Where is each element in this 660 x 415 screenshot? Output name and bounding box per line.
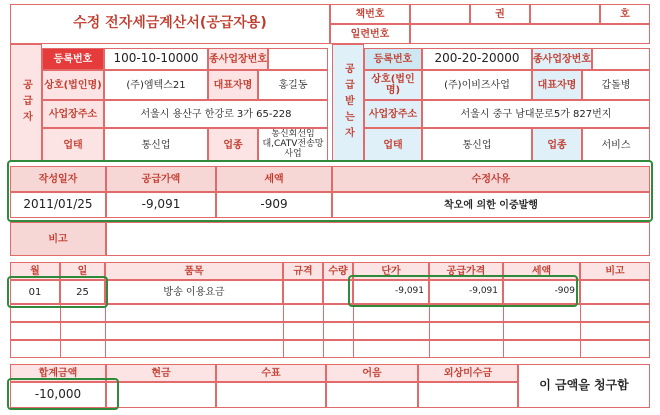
col-unit-price: 단가	[353, 262, 429, 280]
col-qty: 수량	[323, 262, 353, 280]
row-item: 방송 이용요금	[105, 280, 283, 304]
highlight-date	[7, 276, 108, 308]
empty-row	[10, 322, 650, 340]
col-supply: 공급가격	[429, 262, 503, 280]
empty-row	[10, 340, 650, 358]
highlight-summary	[7, 160, 653, 222]
total-label: 합계금액	[10, 364, 106, 382]
buyer-item-label: 업종	[532, 128, 582, 162]
highlight-total	[7, 378, 119, 410]
supplier-name: (주)엠텍스21	[104, 70, 208, 100]
supplier-reg-no: 100-10-10000	[104, 48, 208, 70]
number-label: 호	[600, 4, 650, 24]
serial-label: 일련번호	[330, 24, 410, 44]
buyer-reg-label: 등록번호	[364, 48, 422, 70]
buyer-sub-value	[592, 48, 650, 70]
supplier-rep: 홍길동	[258, 70, 328, 100]
check-label: 수표	[216, 364, 326, 382]
col-tax: 세액	[503, 262, 580, 280]
credit-value	[418, 382, 518, 408]
supplier-sub-label: 종사업장번호	[208, 48, 268, 70]
buyer-rep-label: 대표자명	[532, 70, 582, 100]
row-note	[580, 280, 650, 304]
date-label: 작성일자	[10, 166, 106, 192]
buyer-name-label: 상호(법인명)	[364, 70, 422, 100]
reason-label: 수정사유	[332, 166, 650, 192]
buyer-addr: 서울시 중구 남대문로5가 827번지	[422, 100, 650, 128]
supply-amount-label: 공급가액	[106, 166, 216, 192]
supplier-rep-label: 대표자명	[208, 70, 258, 100]
issue-date: 2011/01/25	[10, 192, 106, 218]
supplier-item: 통신회선임대,CATV전송망사업	[258, 128, 328, 162]
reason-text: 착오에 의한 이중발행	[332, 192, 650, 218]
highlight-amounts	[348, 275, 578, 307]
volume-value	[530, 4, 600, 24]
supplier-addr-label: 사업장주소	[42, 100, 104, 128]
supplier-item-label: 업종	[208, 128, 258, 162]
bill-label: 어음	[326, 364, 418, 382]
buyer-biztype: 통신업	[422, 128, 532, 162]
col-item: 품목	[105, 262, 283, 280]
supply-amount: -9,091	[106, 192, 216, 218]
book-value	[410, 4, 470, 24]
buyer-rep: 갑돌병	[582, 70, 650, 100]
supplier-name-label: 상호(법인명)	[42, 70, 104, 100]
cash-value	[106, 382, 216, 408]
claim-text: 이 금액을 청구함	[518, 364, 650, 408]
check-value	[216, 382, 326, 408]
buyer-addr-label: 사업장주소	[364, 100, 422, 128]
supplier-sub-value	[268, 48, 328, 70]
supplier-side-label: 공급자	[10, 44, 42, 162]
supplier-addr: 서울시 용산구 한강로 3가 65-228	[104, 100, 328, 128]
row-supply: -9,091	[429, 280, 503, 304]
serial-value	[410, 24, 650, 44]
tax-amount-label: 세액	[216, 166, 332, 192]
buyer-name: (주)이비즈사업	[422, 70, 532, 100]
buyer-item: 서비스	[582, 128, 650, 162]
buyer-reg-no: 200-20-20000	[422, 48, 532, 70]
note-value	[106, 222, 650, 256]
row-unit-price: -9,091	[353, 280, 429, 304]
buyer-biztype-label: 업태	[364, 128, 422, 162]
col-spec: 규격	[283, 262, 323, 280]
tax-amount: -909	[216, 192, 332, 218]
col-month: 월	[10, 262, 60, 280]
credit-label: 외상미수금	[418, 364, 518, 382]
row-spec	[283, 280, 323, 304]
invoice-title: 수정 전자세금계산서(공급자용)	[10, 4, 330, 44]
book-label: 책번호	[330, 4, 410, 24]
bill-value	[326, 382, 418, 408]
note-label: 비고	[10, 222, 106, 256]
supplier-reg-label: 등록번호	[42, 48, 104, 70]
supplier-biztype-label: 업태	[42, 128, 104, 162]
buyer-side-label: 공급받는자	[332, 44, 364, 162]
row-tax: -909	[503, 280, 580, 304]
cash-label: 현금	[106, 364, 216, 382]
volume-label: 권	[470, 4, 530, 24]
buyer-sub-label: 종사업장번호	[532, 48, 592, 70]
col-day: 일	[60, 262, 105, 280]
supplier-biztype: 통신업	[104, 128, 208, 162]
row-day: 25	[60, 280, 105, 304]
col-note: 비고	[580, 262, 650, 280]
total-amount: -10,000	[10, 382, 106, 408]
row-month: 01	[10, 280, 60, 304]
